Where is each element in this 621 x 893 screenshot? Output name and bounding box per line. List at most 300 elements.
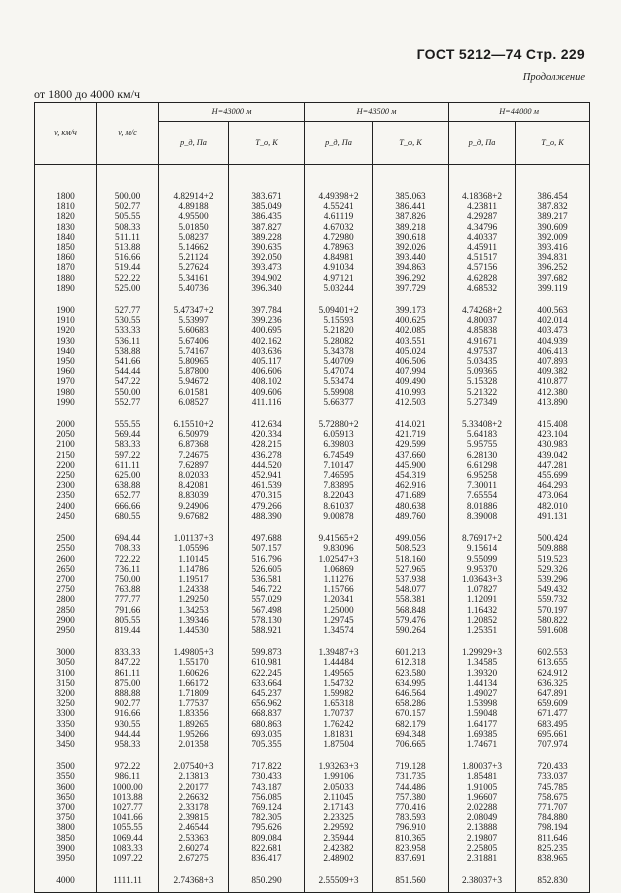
table-cell: 3800 <box>35 823 97 833</box>
table-cell: 2.48902 <box>305 854 373 864</box>
table-cell: 3100 <box>35 669 97 679</box>
table-cell: 5.74167 <box>159 347 229 357</box>
table-cell: 1.20852 <box>449 616 516 626</box>
table-cell: 5.47347+2 <box>159 306 229 316</box>
table-cell: 9.55099 <box>449 555 516 565</box>
block-spacer <box>35 636 590 648</box>
table-cell: 5.59908 <box>305 388 373 398</box>
table-cell: 399.236 <box>229 316 305 326</box>
table-cell: 470.315 <box>229 491 305 501</box>
table-cell: 387.832 <box>516 202 590 212</box>
table-cell: 2750 <box>35 585 97 595</box>
table-row <box>35 491 590 501</box>
table-cell: 1.71809 <box>159 689 229 699</box>
table-cell: 916.66 <box>97 709 159 719</box>
table-cell: 680.55 <box>97 512 159 522</box>
table-cell: 1.53998 <box>449 699 516 709</box>
table-cell: 902.77 <box>97 699 159 709</box>
table-cell: 958.33 <box>97 740 159 750</box>
table-row <box>35 223 590 233</box>
table-cell: 2200 <box>35 461 97 471</box>
table-cell: 410.993 <box>373 388 449 398</box>
table-cell: 405.024 <box>373 347 449 357</box>
table-cell: 1.25351 <box>449 626 516 636</box>
table-cell: 386.435 <box>229 212 305 222</box>
table-cell: 557.029 <box>229 595 305 605</box>
table-cell: 396.340 <box>229 284 305 294</box>
table-cell: 5.34378 <box>305 347 373 357</box>
table-cell: 3700 <box>35 803 97 813</box>
table-cell: 1860 <box>35 253 97 263</box>
table-cell: 516.796 <box>229 555 305 565</box>
table-cell: 811.646 <box>516 834 590 844</box>
table-body <box>35 165 590 893</box>
table-cell: 1.64177 <box>449 720 516 730</box>
table-cell: 1990 <box>35 398 97 408</box>
table-cell: 497.688 <box>229 534 305 544</box>
table-cell: 5.40709 <box>305 357 373 367</box>
table-cell: 809.084 <box>229 834 305 844</box>
table-cell: 736.11 <box>97 565 159 575</box>
table-cell: 1.87504 <box>305 740 373 750</box>
table-row <box>35 669 590 679</box>
table-cell: 2.33178 <box>159 803 229 813</box>
table-cell: 5.94672 <box>159 377 229 387</box>
table-cell: 2700 <box>35 575 97 585</box>
table-cell: 634.995 <box>373 679 449 689</box>
table-cell: 580.822 <box>516 616 590 626</box>
table-cell: 4.72980 <box>305 233 373 243</box>
table-cell: 4.82914+2 <box>159 165 229 203</box>
table-row <box>35 803 590 813</box>
table-cell: 2150 <box>35 451 97 461</box>
table-cell: 847.22 <box>97 658 159 668</box>
table-cell: 2.46544 <box>159 823 229 833</box>
table-cell: 2500 <box>35 534 97 544</box>
table-cell: 836.417 <box>229 854 305 864</box>
table-cell: 1.95266 <box>159 730 229 740</box>
table-cell: 707.974 <box>516 740 590 750</box>
table-cell: 389.228 <box>229 233 305 243</box>
table-cell: 399.173 <box>373 306 449 316</box>
table-cell: 666.66 <box>97 502 159 512</box>
table-cell: 1.55170 <box>159 658 229 668</box>
table-cell: 4.45911 <box>449 243 516 253</box>
table-cell: 412.503 <box>373 398 449 408</box>
table-cell: 3250 <box>35 699 97 709</box>
table-cell: 559.732 <box>516 595 590 605</box>
table-cell: 7.30011 <box>449 481 516 491</box>
table-row <box>35 263 590 273</box>
table-cell: 1.59982 <box>305 689 373 699</box>
table-cell: 722.22 <box>97 555 159 565</box>
table-cell: 647.891 <box>516 689 590 699</box>
table-cell: 972.22 <box>97 762 159 772</box>
table-cell: 1800 <box>35 165 97 203</box>
table-cell: 389.217 <box>516 212 590 222</box>
table-cell: 861.11 <box>97 669 159 679</box>
table-cell: 461.539 <box>229 481 305 491</box>
table-cell: 4.91034 <box>305 263 373 273</box>
table-cell: 397.729 <box>373 284 449 294</box>
table-cell: 2250 <box>35 471 97 481</box>
table-row <box>35 512 590 522</box>
table-cell: 2.01358 <box>159 740 229 750</box>
table-cell: 1.69385 <box>449 730 516 740</box>
table-row <box>35 823 590 833</box>
table-row <box>35 534 590 544</box>
table-cell: 4.57156 <box>449 263 516 273</box>
table-cell: 1960 <box>35 367 97 377</box>
table-cell: 402.014 <box>516 316 590 326</box>
table-cell: 2.13888 <box>449 823 516 833</box>
table-row <box>35 626 590 636</box>
table-cell: 2550 <box>35 544 97 554</box>
table-row <box>35 689 590 699</box>
table-cell: 1000.00 <box>97 783 159 793</box>
table-cell: 499.056 <box>373 534 449 544</box>
table-cell: 1027.77 <box>97 803 159 813</box>
table-cell: 536.11 <box>97 337 159 347</box>
table-cell: 633.664 <box>229 679 305 689</box>
table-cell: 1.19517 <box>159 575 229 585</box>
table-cell: 428.215 <box>229 440 305 450</box>
table-cell: 682.179 <box>373 720 449 730</box>
table-cell: 555.55 <box>97 420 159 430</box>
table-cell: 758.675 <box>516 793 590 803</box>
table-cell: 750.00 <box>97 575 159 585</box>
table-cell: 404.939 <box>516 337 590 347</box>
table-cell: 3650 <box>35 793 97 803</box>
table-cell: 763.88 <box>97 585 159 595</box>
table-cell: 819.44 <box>97 626 159 636</box>
table-cell: 6.28130 <box>449 451 516 461</box>
table-row <box>35 367 590 377</box>
table-cell: 612.318 <box>373 658 449 668</box>
table-cell: 5.15328 <box>449 377 516 387</box>
table-cell: 1.39487+3 <box>305 648 373 658</box>
table-cell: 659.609 <box>516 699 590 709</box>
table-cell: 1.29745 <box>305 616 373 626</box>
table-cell: 7.62897 <box>159 461 229 471</box>
table-cell: 397.682 <box>516 274 590 284</box>
table-cell: 394.831 <box>516 253 590 263</box>
table-cell: 390.609 <box>516 223 590 233</box>
table-cell: 1.49565 <box>305 669 373 679</box>
table-cell: 4.95500 <box>159 212 229 222</box>
table-cell: 7.46595 <box>305 471 373 481</box>
table-cell: 769.124 <box>229 803 305 813</box>
table-cell: 2.67275 <box>159 854 229 864</box>
table-cell: 402.162 <box>229 337 305 347</box>
table-cell: 4.51517 <box>449 253 516 263</box>
table-cell: 652.77 <box>97 491 159 501</box>
table-cell: 4.18368+2 <box>449 165 516 203</box>
table-cell: 397.784 <box>229 306 305 316</box>
table-cell: 5.60683 <box>159 326 229 336</box>
header-altitude-3: H=44000 м <box>449 103 590 122</box>
table-row <box>35 544 590 554</box>
table-cell: 479.266 <box>229 502 305 512</box>
table-cell: 527.77 <box>97 306 159 316</box>
table-cell: 7.65554 <box>449 491 516 501</box>
table-row <box>35 306 590 316</box>
table-cell: 518.160 <box>373 555 449 565</box>
table-cell: 511.11 <box>97 233 159 243</box>
table-cell: 403.551 <box>373 337 449 347</box>
table-cell: 480.638 <box>373 502 449 512</box>
table-cell: 777.77 <box>97 595 159 605</box>
table-cell: 588.921 <box>229 626 305 636</box>
table-cell: 602.553 <box>516 648 590 658</box>
table-cell: 385.049 <box>229 202 305 212</box>
table-cell: 412.634 <box>229 420 305 430</box>
table-cell: 1097.22 <box>97 854 159 864</box>
table-cell: 5.21124 <box>159 253 229 263</box>
table-row <box>35 648 590 658</box>
table-cell: 3500 <box>35 762 97 772</box>
table-cell: 1.60626 <box>159 669 229 679</box>
table-cell: 4.97121 <box>305 274 373 284</box>
table-cell: 1.29250 <box>159 595 229 605</box>
table-cell: 731.735 <box>373 772 449 782</box>
table-cell: 2.23325 <box>305 813 373 823</box>
table-row <box>35 813 590 823</box>
table-row <box>35 165 590 203</box>
table-cell: 1.80037+3 <box>449 762 516 772</box>
table-cell: 399.119 <box>516 284 590 294</box>
table-row <box>35 606 590 616</box>
table-cell: 403.636 <box>229 347 305 357</box>
table-cell: 6.50979 <box>159 430 229 440</box>
table-cell: 784.880 <box>516 813 590 823</box>
table-cell: 1.44484 <box>305 658 373 668</box>
table-cell: 1069.44 <box>97 834 159 844</box>
table-row <box>35 451 590 461</box>
header-temperature-3: T_о, К <box>516 122 590 165</box>
table-cell: 2.08049 <box>449 813 516 823</box>
table-cell: 387.827 <box>229 223 305 233</box>
table-cell: 393.416 <box>516 243 590 253</box>
table-cell: 4.49398+2 <box>305 165 373 203</box>
table-cell: 5.72880+2 <box>305 420 373 430</box>
table-cell: 2.55509+3 <box>305 876 373 893</box>
table-cell: 1830 <box>35 223 97 233</box>
table-cell: 3950 <box>35 854 97 864</box>
table-cell: 5.27349 <box>449 398 516 408</box>
table-cell: 437.660 <box>373 451 449 461</box>
table-cell: 3350 <box>35 720 97 730</box>
block-spacer <box>35 294 590 306</box>
table-cell: 1.89265 <box>159 720 229 730</box>
table-cell: 2300 <box>35 481 97 491</box>
table-cell: 5.33408+2 <box>449 420 516 430</box>
table-cell: 1.07827 <box>449 585 516 595</box>
header-pressure-1: p_д, Па <box>159 122 229 165</box>
table-cell: 5.53474 <box>305 377 373 387</box>
table-row <box>35 461 590 471</box>
table-cell: 2950 <box>35 626 97 636</box>
table-cell: 6.15510+2 <box>159 420 229 430</box>
table-cell: 2.17143 <box>305 803 373 813</box>
table-row <box>35 772 590 782</box>
table-cell: 757.380 <box>373 793 449 803</box>
block-spacer <box>35 750 590 762</box>
table-cell: 2.39815 <box>159 813 229 823</box>
table-row <box>35 502 590 512</box>
table-cell: 530.55 <box>97 316 159 326</box>
table-row <box>35 253 590 263</box>
table-cell: 491.131 <box>516 512 590 522</box>
table-cell: 7.83895 <box>305 481 373 491</box>
table-cell: 393.440 <box>373 253 449 263</box>
table-cell: 415.408 <box>516 420 590 430</box>
table-cell: 1.49027 <box>449 689 516 699</box>
table-cell: 408.102 <box>229 377 305 387</box>
table-cell: 4.29287 <box>449 212 516 222</box>
table-cell: 4.40337 <box>449 233 516 243</box>
table-cell: 473.064 <box>516 491 590 501</box>
table-cell: 488.390 <box>229 512 305 522</box>
table-cell: 2100 <box>35 440 97 450</box>
table-cell: 541.66 <box>97 357 159 367</box>
table-cell: 5.67406 <box>159 337 229 347</box>
table-cell: 1850 <box>35 243 97 253</box>
table-cell: 568.848 <box>373 606 449 616</box>
table-row <box>35 555 590 565</box>
table-cell: 8.22043 <box>305 491 373 501</box>
table-cell: 4.85838 <box>449 326 516 336</box>
table-cell: 4.89188 <box>159 202 229 212</box>
table-cell: 548.077 <box>373 585 449 595</box>
table-cell: 550.00 <box>97 388 159 398</box>
table-cell: 412.380 <box>516 388 590 398</box>
table-cell: 1.06869 <box>305 565 373 575</box>
table-cell: 386.441 <box>373 202 449 212</box>
table-cell: 529.326 <box>516 565 590 575</box>
table-cell: 1900 <box>35 306 97 316</box>
table-cell: 822.681 <box>229 844 305 854</box>
table-cell: 8.02033 <box>159 471 229 481</box>
table-cell: 2800 <box>35 595 97 605</box>
table-cell: 5.34161 <box>159 274 229 284</box>
table-cell: 744.486 <box>373 783 449 793</box>
table-cell: 522.22 <box>97 274 159 284</box>
continuation-label: Продолжение <box>522 72 585 83</box>
table-cell: 513.88 <box>97 243 159 253</box>
table-row <box>35 854 590 864</box>
table-cell: 733.037 <box>516 772 590 782</box>
table-cell: 1980 <box>35 388 97 398</box>
table-cell: 1083.33 <box>97 844 159 854</box>
table-cell: 1820 <box>35 212 97 222</box>
table-cell: 1.14786 <box>159 565 229 575</box>
table-cell: 414.021 <box>373 420 449 430</box>
table-cell: 1.81831 <box>305 730 373 740</box>
table-cell: 6.08527 <box>159 398 229 408</box>
table-cell: 2.74368+3 <box>159 876 229 893</box>
table-cell: 385.063 <box>373 165 449 203</box>
table-row <box>35 575 590 585</box>
table-cell: 6.74549 <box>305 451 373 461</box>
table-cell: 1920 <box>35 326 97 336</box>
table-row <box>35 616 590 626</box>
table-cell: 693.035 <box>229 730 305 740</box>
table-row <box>35 420 590 430</box>
table-cell: 2000 <box>35 420 97 430</box>
table-cell: 3550 <box>35 772 97 782</box>
table-cell: 783.593 <box>373 813 449 823</box>
table-cell: 8.42081 <box>159 481 229 491</box>
table-cell: 623.580 <box>373 669 449 679</box>
table-cell: 1.29929+3 <box>449 648 516 658</box>
table-cell: 500.00 <box>97 165 159 203</box>
table-cell: 3150 <box>35 679 97 689</box>
table-cell: 502.77 <box>97 202 159 212</box>
table-cell: 8.39008 <box>449 512 516 522</box>
block-spacer <box>35 408 590 420</box>
table-row <box>35 377 590 387</box>
table-row <box>35 316 590 326</box>
table-row <box>35 212 590 222</box>
table-cell: 622.245 <box>229 669 305 679</box>
table-cell: 2.53363 <box>159 834 229 844</box>
table-cell: 5.27624 <box>159 263 229 273</box>
table-cell: 1950 <box>35 357 97 367</box>
table-cell: 4.74268+2 <box>449 306 516 316</box>
table-cell: 2050 <box>35 430 97 440</box>
table-row <box>35 347 590 357</box>
table-cell: 2.60274 <box>159 844 229 854</box>
table-cell: 1.99106 <box>305 772 373 782</box>
table-row <box>35 699 590 709</box>
table-cell: 986.11 <box>97 772 159 782</box>
table-cell: 5.21820 <box>305 326 373 336</box>
table-cell: 6.39803 <box>305 440 373 450</box>
table-cell: 406.506 <box>373 357 449 367</box>
table-cell: 720.433 <box>516 762 590 772</box>
table-cell: 656.962 <box>229 699 305 709</box>
block-spacer <box>35 522 590 534</box>
table-cell: 2350 <box>35 491 97 501</box>
table-cell: 719.128 <box>373 762 449 772</box>
table-cell: 2.20177 <box>159 783 229 793</box>
table-cell: 1970 <box>35 377 97 387</box>
table-row <box>35 585 590 595</box>
table-cell: 9.41565+2 <box>305 534 373 544</box>
table-cell: 409.606 <box>229 388 305 398</box>
table-cell: 1.01137+3 <box>159 534 229 544</box>
table-cell: 599.873 <box>229 648 305 658</box>
table-cell: 625.00 <box>97 471 159 481</box>
table-cell: 5.40736 <box>159 284 229 294</box>
table-row <box>35 658 590 668</box>
table-cell: 462.916 <box>373 481 449 491</box>
table-cell: 7.10147 <box>305 461 373 471</box>
table-cell: 5.01850 <box>159 223 229 233</box>
table-cell: 5.28082 <box>305 337 373 347</box>
table-cell: 597.22 <box>97 451 159 461</box>
table-cell: 1041.66 <box>97 813 159 823</box>
table-cell: 2.38037+3 <box>449 876 516 893</box>
table-cell: 944.44 <box>97 730 159 740</box>
table-cell: 570.197 <box>516 606 590 616</box>
table-cell: 386.454 <box>516 165 590 203</box>
table-cell: 3050 <box>35 658 97 668</box>
table-cell: 4.68532 <box>449 284 516 294</box>
table-cell: 1.03643+3 <box>449 575 516 585</box>
table-cell: 1.39320 <box>449 669 516 679</box>
